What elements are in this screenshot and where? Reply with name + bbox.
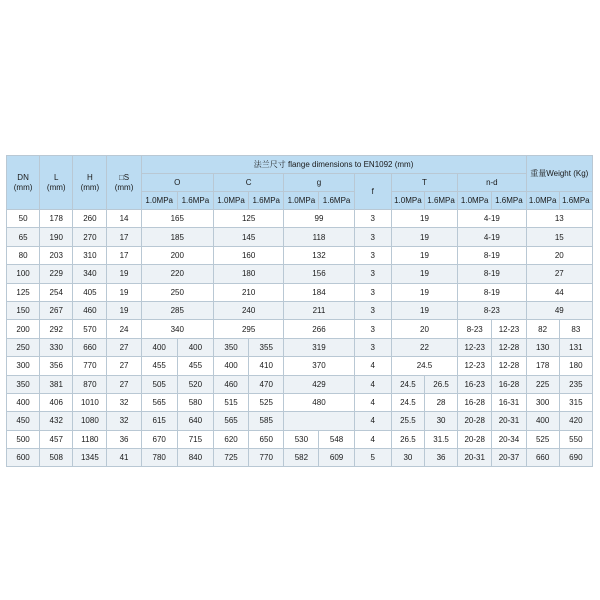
- cell-f: 3: [354, 210, 391, 228]
- cell-c: 145: [213, 228, 283, 246]
- cell-f: 5: [354, 449, 391, 467]
- cell-c: 460: [213, 375, 248, 393]
- cell-g: 184: [284, 283, 354, 301]
- cell-g: 319: [284, 338, 354, 356]
- cell-c: 725: [213, 449, 248, 467]
- cell-nd: 8-23: [458, 301, 526, 319]
- cell-weight16: 131: [559, 338, 592, 356]
- cell-l: 508: [40, 449, 73, 467]
- cell-g: 370: [284, 357, 354, 375]
- cell-c: 515: [213, 393, 248, 411]
- header-c: C: [213, 174, 283, 192]
- cell-h: 770: [73, 357, 107, 375]
- cell-f: 4: [354, 430, 391, 448]
- header-weight: 重量Weight (Kg): [526, 156, 592, 192]
- cell-t: 26.5: [391, 430, 424, 448]
- cell-o16: 580: [177, 393, 213, 411]
- cell-c: 620: [213, 430, 248, 448]
- cell-nd: 8-23: [458, 320, 492, 338]
- cell-dn: 350: [7, 375, 40, 393]
- cell-t: 24.5: [391, 357, 457, 375]
- cell-o: 250: [141, 283, 213, 301]
- table-row: [7, 228, 593, 246]
- cell-h: 1080: [73, 412, 107, 430]
- cell-dn: 500: [7, 430, 40, 448]
- cell-c: 125: [213, 210, 283, 228]
- cell-dn: 65: [7, 228, 40, 246]
- cell-nd16: 12-28: [492, 357, 526, 375]
- cell-dn: 600: [7, 449, 40, 467]
- cell-c16: 770: [249, 449, 284, 467]
- cell-weight: 130: [526, 338, 559, 356]
- cell-weight: 660: [526, 449, 559, 467]
- cell-weight: 20: [526, 246, 592, 264]
- cell-f: 3: [354, 246, 391, 264]
- cell-t: 24.5: [391, 375, 424, 393]
- cell-weight16: 180: [559, 357, 592, 375]
- cell-t: 30: [391, 449, 424, 467]
- cell-o16: 520: [177, 375, 213, 393]
- cell-f: 3: [354, 338, 391, 356]
- header-f: f: [354, 174, 391, 210]
- cell-nd16: 20-34: [492, 430, 526, 448]
- cell-nd: 12-23: [458, 338, 492, 356]
- cell-o16: 840: [177, 449, 213, 467]
- cell-dn: 125: [7, 283, 40, 301]
- header-c-p10: 1.0MPa: [213, 192, 248, 210]
- header-o: O: [141, 174, 213, 192]
- header-nd: n-d: [458, 174, 526, 192]
- table-row: [7, 375, 593, 393]
- cell-t16: 31.5: [424, 430, 457, 448]
- cell-f: 4: [354, 412, 391, 430]
- cell-nd16: 16-28: [492, 375, 526, 393]
- spec-table-container: [6, 155, 593, 467]
- cell-weight16: 315: [559, 393, 592, 411]
- cell-o16: 455: [177, 357, 213, 375]
- cell-c: 180: [213, 265, 283, 283]
- cell-t: 25.5: [391, 412, 424, 430]
- cell-g: 132: [284, 246, 354, 264]
- cell-dn: 100: [7, 265, 40, 283]
- cell-t: 19: [391, 210, 457, 228]
- cell-g: 582: [284, 449, 319, 467]
- header-c-p16: 1.6MPa: [249, 192, 284, 210]
- cell-s: 41: [107, 449, 141, 467]
- cell-weight: 225: [526, 375, 559, 393]
- cell-weight: 13: [526, 210, 592, 228]
- cell-l: 254: [40, 283, 73, 301]
- cell-t: 24.5: [391, 393, 424, 411]
- cell-h: 260: [73, 210, 107, 228]
- cell-t16: 36: [424, 449, 457, 467]
- cell-o: 455: [141, 357, 177, 375]
- table-row: [7, 393, 593, 411]
- cell-nd: 4-19: [458, 228, 526, 246]
- cell-f: 4: [354, 357, 391, 375]
- cell-c16: 410: [249, 357, 284, 375]
- cell-t: 19: [391, 246, 457, 264]
- cell-weight: 300: [526, 393, 559, 411]
- cell-t: 22: [391, 338, 457, 356]
- header-weight-p16: 1.6MPa: [559, 192, 592, 210]
- cell-g: 156: [284, 265, 354, 283]
- table-header: [7, 156, 593, 210]
- cell-t: 19: [391, 228, 457, 246]
- table-row: [7, 449, 593, 467]
- cell-o: 285: [141, 301, 213, 319]
- cell-dn: 150: [7, 301, 40, 319]
- cell-s: 27: [107, 338, 141, 356]
- cell-nd: 20-28: [458, 430, 492, 448]
- cell-c16: 650: [249, 430, 284, 448]
- cell-s: 36: [107, 430, 141, 448]
- cell-c16: 525: [249, 393, 284, 411]
- cell-nd16: 20-37: [492, 449, 526, 467]
- cell-l: 178: [40, 210, 73, 228]
- cell-nd: 8-19: [458, 283, 526, 301]
- cell-l: 292: [40, 320, 73, 338]
- cell-dn: 200: [7, 320, 40, 338]
- header-h: H (mm): [73, 156, 107, 210]
- cell-nd: 20-31: [458, 449, 492, 467]
- cell-t16: 26.5: [424, 375, 457, 393]
- cell-g: 211: [284, 301, 354, 319]
- cell-s: 14: [107, 210, 141, 228]
- table-row: [7, 338, 593, 356]
- cell-h: 460: [73, 301, 107, 319]
- header-nd-p10: 1.0MPa: [458, 192, 492, 210]
- cell-weight: 49: [526, 301, 592, 319]
- table-row: [7, 210, 593, 228]
- cell-g: 480: [284, 393, 354, 411]
- cell-h: 1010: [73, 393, 107, 411]
- cell-nd: 8-19: [458, 265, 526, 283]
- cell-dn: 400: [7, 393, 40, 411]
- cell-o: 200: [141, 246, 213, 264]
- cell-o16: 640: [177, 412, 213, 430]
- cell-s: 19: [107, 265, 141, 283]
- table-row: [7, 246, 593, 264]
- cell-f: 3: [354, 283, 391, 301]
- cell-s: 32: [107, 412, 141, 430]
- cell-s: 24: [107, 320, 141, 338]
- cell-c16: 585: [249, 412, 284, 430]
- cell-weight: 27: [526, 265, 592, 283]
- cell-f: 3: [354, 228, 391, 246]
- cell-l: 267: [40, 301, 73, 319]
- header-l: L (mm): [40, 156, 73, 210]
- header-t-p10: 1.0MPa: [391, 192, 424, 210]
- cell-g: 99: [284, 210, 354, 228]
- cell-c: 400: [213, 357, 248, 375]
- cell-nd: 16-28: [458, 393, 492, 411]
- table-row: [7, 301, 593, 319]
- cell-s: 19: [107, 283, 141, 301]
- cell-f: 4: [354, 375, 391, 393]
- header-o-p16: 1.6MPa: [177, 192, 213, 210]
- cell-c: 295: [213, 320, 283, 338]
- cell-o16: 400: [177, 338, 213, 356]
- cell-c16: 355: [249, 338, 284, 356]
- cell-f: 3: [354, 301, 391, 319]
- cell-c16: 470: [249, 375, 284, 393]
- cell-g: 429: [284, 375, 354, 393]
- header-dn: DN (mm): [7, 156, 40, 210]
- cell-t16: 30: [424, 412, 457, 430]
- table-row: [7, 357, 593, 375]
- cell-g: 266: [284, 320, 354, 338]
- cell-o: 615: [141, 412, 177, 430]
- cell-weight: 82: [526, 320, 559, 338]
- cell-l: 203: [40, 246, 73, 264]
- cell-o: 185: [141, 228, 213, 246]
- cell-o16: 715: [177, 430, 213, 448]
- cell-o: 505: [141, 375, 177, 393]
- cell-h: 310: [73, 246, 107, 264]
- cell-nd: 16-23: [458, 375, 492, 393]
- header-flange-group: 法兰尺寸 flange dimensions to EN1092 (mm): [141, 156, 526, 174]
- cell-t: 19: [391, 283, 457, 301]
- cell-dn: 450: [7, 412, 40, 430]
- cell-l: 381: [40, 375, 73, 393]
- header-nd-p16: 1.6MPa: [492, 192, 526, 210]
- cell-dn: 50: [7, 210, 40, 228]
- header-weight-p10: 1.0MPa: [526, 192, 559, 210]
- header-g: g: [284, 174, 354, 192]
- cell-f: 3: [354, 320, 391, 338]
- table-row: [7, 430, 593, 448]
- cell-weight16: 235: [559, 375, 592, 393]
- cell-t16: 28: [424, 393, 457, 411]
- cell-g: 530: [284, 430, 319, 448]
- cell-c: 240: [213, 301, 283, 319]
- table-body: [7, 210, 593, 467]
- cell-nd16: 20-31: [492, 412, 526, 430]
- cell-g: [284, 412, 354, 430]
- table-row: [7, 412, 593, 430]
- cell-h: 660: [73, 338, 107, 356]
- table-row: [7, 283, 593, 301]
- cell-g16: 609: [319, 449, 354, 467]
- cell-nd: 4-19: [458, 210, 526, 228]
- cell-weight: 525: [526, 430, 559, 448]
- cell-weight16: 550: [559, 430, 592, 448]
- cell-o: 165: [141, 210, 213, 228]
- cell-nd16: 12-28: [492, 338, 526, 356]
- cell-h: 270: [73, 228, 107, 246]
- cell-o: 565: [141, 393, 177, 411]
- header-t: T: [391, 174, 457, 192]
- header-o-p10: 1.0MPa: [141, 192, 177, 210]
- cell-t: 20: [391, 320, 457, 338]
- header-g-p16: 1.6MPa: [319, 192, 354, 210]
- cell-f: 3: [354, 265, 391, 283]
- cell-nd: 12-23: [458, 357, 492, 375]
- cell-f: 4: [354, 393, 391, 411]
- cell-h: 340: [73, 265, 107, 283]
- cell-c: 210: [213, 283, 283, 301]
- cell-o: 340: [141, 320, 213, 338]
- header-s: □S (mm): [107, 156, 141, 210]
- cell-c: 350: [213, 338, 248, 356]
- cell-h: 1345: [73, 449, 107, 467]
- header-g-p10: 1.0MPa: [284, 192, 319, 210]
- cell-o: 220: [141, 265, 213, 283]
- cell-l: 432: [40, 412, 73, 430]
- cell-s: 17: [107, 228, 141, 246]
- table-row: [7, 265, 593, 283]
- header-t-p16: 1.6MPa: [424, 192, 457, 210]
- cell-c: 565: [213, 412, 248, 430]
- cell-weight16: 420: [559, 412, 592, 430]
- cell-weight: 178: [526, 357, 559, 375]
- cell-dn: 80: [7, 246, 40, 264]
- cell-s: 17: [107, 246, 141, 264]
- cell-weight16: 83: [559, 320, 592, 338]
- cell-h: 1180: [73, 430, 107, 448]
- cell-h: 405: [73, 283, 107, 301]
- cell-o: 670: [141, 430, 177, 448]
- cell-l: 457: [40, 430, 73, 448]
- cell-h: 870: [73, 375, 107, 393]
- cell-o: 400: [141, 338, 177, 356]
- cell-s: 32: [107, 393, 141, 411]
- cell-l: 406: [40, 393, 73, 411]
- cell-t: 19: [391, 301, 457, 319]
- cell-c: 160: [213, 246, 283, 264]
- cell-t: 19: [391, 265, 457, 283]
- cell-dn: 300: [7, 357, 40, 375]
- cell-h: 570: [73, 320, 107, 338]
- cell-weight: 15: [526, 228, 592, 246]
- cell-s: 19: [107, 301, 141, 319]
- cell-l: 190: [40, 228, 73, 246]
- cell-g: 118: [284, 228, 354, 246]
- cell-nd16: 16-31: [492, 393, 526, 411]
- cell-nd: 20-28: [458, 412, 492, 430]
- cell-weight16: 690: [559, 449, 592, 467]
- flange-dimension-table: [6, 155, 593, 467]
- cell-weight: 400: [526, 412, 559, 430]
- cell-s: 27: [107, 357, 141, 375]
- cell-nd16: 12-23: [492, 320, 526, 338]
- cell-l: 356: [40, 357, 73, 375]
- cell-weight: 44: [526, 283, 592, 301]
- cell-dn: 250: [7, 338, 40, 356]
- cell-g16: 548: [319, 430, 354, 448]
- table-row: [7, 320, 593, 338]
- cell-s: 27: [107, 375, 141, 393]
- cell-l: 330: [40, 338, 73, 356]
- cell-o: 780: [141, 449, 177, 467]
- cell-l: 229: [40, 265, 73, 283]
- cell-nd: 8-19: [458, 246, 526, 264]
